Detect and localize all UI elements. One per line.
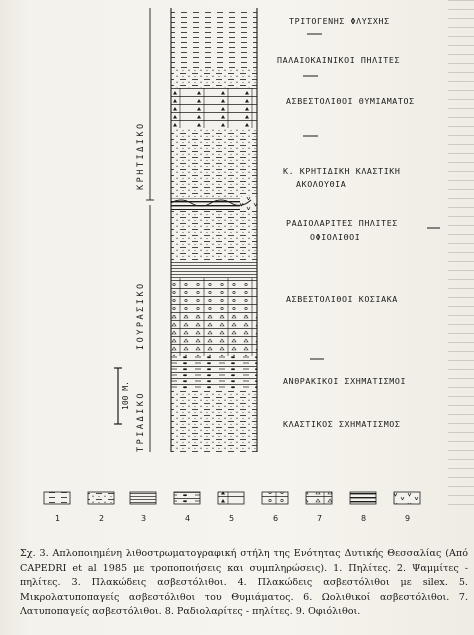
layer-flysch <box>171 8 257 68</box>
label-flysch: ΤΡΙΤΟΓΕΝΗΣ ΦΛΥΣΧΗΣ <box>289 16 390 26</box>
label-carboniferous: ΑΝΘΡΑΚΙΚΟΙ ΣΧΗΜΑΤΙΣΜΟΙ <box>283 376 407 386</box>
scale-label: 100 Μ. <box>121 381 130 410</box>
unit-labels <box>277 16 440 429</box>
stratigraphic-column <box>171 8 257 452</box>
legend-swatch-1 <box>44 492 70 504</box>
layer-paleocene-shales <box>171 68 257 88</box>
label-koziaka: ΑΣΒΕΣΤΟΛΙΘΟΙ ΚΟΣΙΑΚΑ <box>286 294 398 304</box>
label-paleocene-shales: ΠΑΛΑΙΟΚΑΙΝΙΚΟΙ ΠΗΛΙΤΕΣ <box>277 55 401 65</box>
layer-koziaka-oolitic <box>171 278 257 316</box>
label-radiolarites: ΡΑΔΙΟΛΑΡΙΤΕΣ ΠΗΛΙΤΕΣ <box>286 218 398 228</box>
label-cretaceous-clastic: Κ. ΚΡΗΤΙΔΙΚΗ ΚΛΑΣΤΙΚΗ <box>283 166 401 176</box>
legend-num-1: 1 <box>55 514 61 523</box>
legend-num-8: 8 <box>361 514 367 523</box>
layer-koziaka-platy <box>171 260 257 278</box>
layer-koziaka-breccia <box>171 316 257 356</box>
legend-swatch-3 <box>130 492 156 504</box>
legend-swatch-9 <box>394 492 420 504</box>
layer-radiolarite-shales <box>171 210 257 260</box>
figure-caption: Σχ. 3. Απλοποιημένη λιθοστρωματογραφική στήλη της Ενότητας Δυτικής Θεσσαλίας (Από CAPEDRI et al 1985 με τροποποιήσεις και συμπληρώσεις). 1. Πηλίτες. 2. Ψαμμίτες - πηλίτες. 3. Πλακώδεις ασβεστόλιθοι. 4. Πλακώδεις ασβεστόλιθοι με silex. 5. Μικρολατυποπαγείς ασβεστόλιθοι του Θυμιάματος. 6. Ωολιθικοί ασβεστόλιθοι. 7. Λατυποπαγείς ασβεστόλιθοι. 8. Ραδιολαρίτες - πηλίτες. 9. Οφιόλιθοι. <box>20 548 468 618</box>
label-ophiolites: ΟΦΙΟΛΙΘΟΙ <box>310 232 361 242</box>
legend-num-3: 3 <box>141 514 147 523</box>
label-sequence: ΑΚΟΛΟΥΘΙΑ <box>296 179 347 189</box>
legend-swatch-4 <box>174 492 200 504</box>
layer-thymiama-limestones <box>171 88 257 128</box>
legend-swatch-8 <box>350 492 376 504</box>
legend-num-2: 2 <box>99 514 105 523</box>
layer-carboniferous <box>171 356 257 390</box>
legend-num-4: 4 <box>185 514 191 523</box>
legend-swatch-7 <box>306 492 332 504</box>
label-clastic: ΚΛΑΣΤΙΚΟΣ ΣΧΗΜΑΤΙΣΜΟΣ <box>283 419 401 429</box>
scale-bar <box>114 368 130 424</box>
legend-num-6: 6 <box>273 514 279 523</box>
legend-swatch-2 <box>88 492 114 504</box>
boundary-ticks <box>303 34 440 359</box>
legend-swatch-6 <box>262 492 288 504</box>
legend-num-5: 5 <box>229 514 235 523</box>
label-thymiama: ΑΣΒΕΣΤΟΛΙΘΟΙ ΘΥΜΙΑΜΑΤΟΣ <box>286 96 415 106</box>
period-jurassic: ΙΟΥΡΑΣΙΚΟ <box>136 281 146 350</box>
legend-num-9: 9 <box>405 514 411 523</box>
period-triassic: ΤΡΙΑΔΙΚΟ <box>136 391 146 452</box>
layer-cretaceous-clastic <box>171 128 257 198</box>
legend-swatch-5 <box>218 492 244 504</box>
legend <box>44 492 420 523</box>
layer-clastic-formation <box>171 390 257 452</box>
period-cretaceous: ΚΡΗΤΙΔΙΚΟ <box>136 121 146 190</box>
legend-num-7: 7 <box>317 514 323 523</box>
period-bars <box>136 8 154 452</box>
